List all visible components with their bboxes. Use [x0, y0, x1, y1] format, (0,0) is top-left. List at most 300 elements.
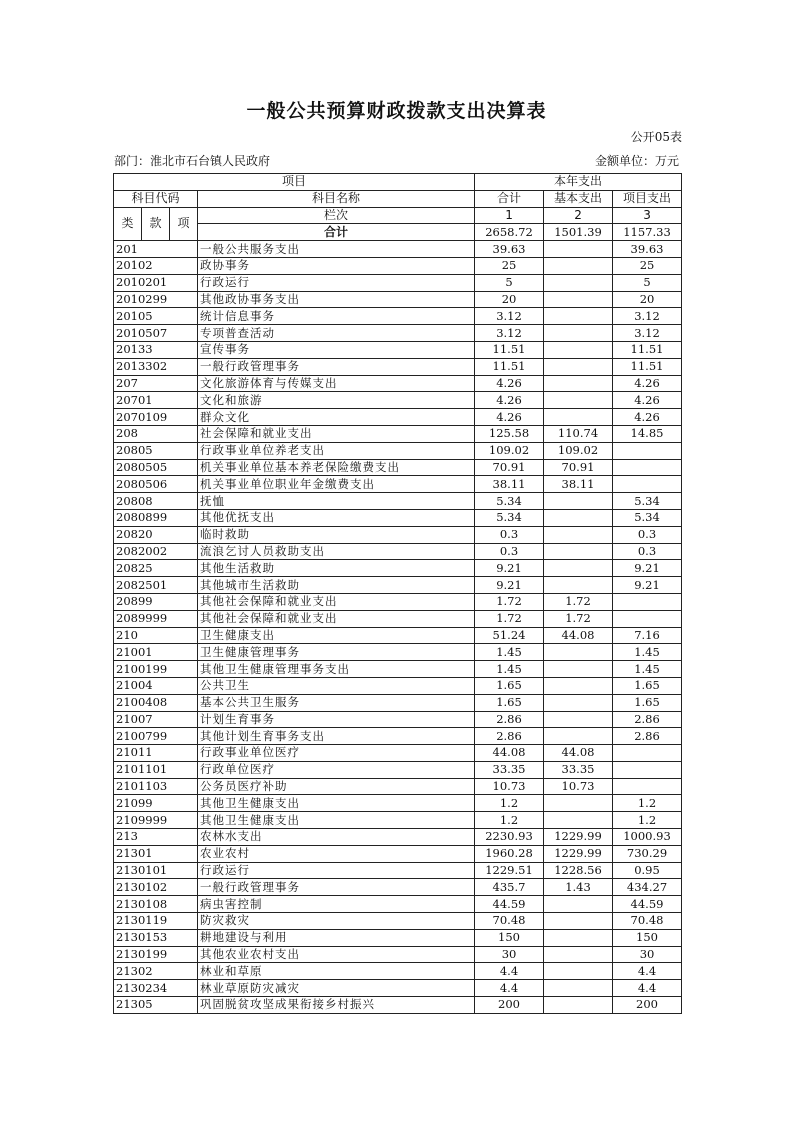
table-row — [114, 543, 682, 560]
project-cell — [613, 778, 682, 795]
total-cell: 9.21 — [475, 577, 544, 594]
total-cell: 5.34 — [475, 509, 544, 526]
project-cell: 200 — [613, 997, 682, 1014]
subject-name-cell: 林业草原防灾减灾 — [198, 980, 475, 997]
total-cell: 11.51 — [475, 341, 544, 358]
total-header: 合计 — [475, 190, 544, 207]
basic-cell — [544, 728, 613, 745]
basic-cell — [544, 694, 613, 711]
total-cell: 10.73 — [475, 778, 544, 795]
header-row-3 — [114, 207, 682, 224]
project-cell: 9.21 — [613, 577, 682, 594]
project-cell — [613, 593, 682, 610]
subject-code-cell: 21001 — [114, 644, 198, 661]
project-cell — [613, 761, 682, 778]
table-row — [114, 812, 682, 829]
table-row — [114, 845, 682, 862]
subject-name-cell: 计划生育事务 — [198, 711, 475, 728]
project-cell: 1.45 — [613, 644, 682, 661]
total-cell: 4.26 — [475, 392, 544, 409]
table-row — [114, 358, 682, 375]
sum-label: 合计 — [198, 224, 475, 241]
project-cell: 11.51 — [613, 358, 682, 375]
project-cell: 1.65 — [613, 694, 682, 711]
project-cell — [613, 745, 682, 762]
basic-cell — [544, 661, 613, 678]
basic-cell — [544, 997, 613, 1014]
table-row — [114, 341, 682, 358]
table-row — [114, 862, 682, 879]
total-cell: 4.4 — [475, 963, 544, 980]
subject-name-cell: 文化和旅游 — [198, 392, 475, 409]
basic-cell — [544, 257, 613, 274]
project-cell: 1.65 — [613, 677, 682, 694]
table-row — [114, 425, 682, 442]
total-cell: 5.34 — [475, 493, 544, 510]
subject-name-cell: 机关事业单位职业年金缴费支出 — [198, 476, 475, 493]
total-cell: 33.35 — [475, 761, 544, 778]
subject-name-cell: 临时救助 — [198, 526, 475, 543]
basic-cell — [544, 812, 613, 829]
total-cell: 109.02 — [475, 442, 544, 459]
total-cell: 25 — [475, 257, 544, 274]
basic-cell: 1.72 — [544, 610, 613, 627]
project-cell: 20 — [613, 291, 682, 308]
project-cell: 3.12 — [613, 325, 682, 342]
subject-name-cell: 宣传事务 — [198, 341, 475, 358]
project-cell: 1000.93 — [613, 829, 682, 846]
subject-name-cell: 政协事务 — [198, 257, 475, 274]
project-cell: 25 — [613, 257, 682, 274]
table-row — [114, 745, 682, 762]
subject-code-cell: 213 — [114, 829, 198, 846]
col3-number: 3 — [613, 207, 682, 224]
subject-name-cell: 文化旅游体育与传媒支出 — [198, 375, 475, 392]
project-exp-header: 项目支出 — [613, 190, 682, 207]
total-cell: 38.11 — [475, 476, 544, 493]
table-row — [114, 997, 682, 1014]
subject-name-cell: 耕地建设与利用 — [198, 929, 475, 946]
subject-name-cell: 卫生健康支出 — [198, 627, 475, 644]
total-cell: 3.12 — [475, 325, 544, 342]
subject-name-cell: 一般行政管理事务 — [198, 879, 475, 896]
basic-cell — [544, 341, 613, 358]
project-cell: 14.85 — [613, 425, 682, 442]
subject-code-cell: 21301 — [114, 845, 198, 862]
subject-code-cell: 20820 — [114, 526, 198, 543]
total-cell: 1.65 — [475, 694, 544, 711]
project-cell: 30 — [613, 946, 682, 963]
project-cell: 0.3 — [613, 543, 682, 560]
basic-cell: 33.35 — [544, 761, 613, 778]
total-cell: 1.2 — [475, 795, 544, 812]
total-cell: 2.86 — [475, 711, 544, 728]
project-cell: 730.29 — [613, 845, 682, 862]
basic-cell — [544, 325, 613, 342]
project-cell: 4.26 — [613, 375, 682, 392]
subject-code-cell: 2082501 — [114, 577, 198, 594]
total-cell: 435.7 — [475, 879, 544, 896]
subject-code-cell: 210 — [114, 627, 198, 644]
col1-number: 1 — [475, 207, 544, 224]
total-cell: 4.26 — [475, 375, 544, 392]
subject-code-cell: 2010507 — [114, 325, 198, 342]
subject-code-cell: 2130153 — [114, 929, 198, 946]
total-cell: 0.3 — [475, 543, 544, 560]
subject-name-cell: 其他卫生健康管理事务支出 — [198, 661, 475, 678]
table-row — [114, 375, 682, 392]
project-cell — [613, 476, 682, 493]
subject-name-cell: 防灾救灾 — [198, 913, 475, 930]
basic-cell — [544, 980, 613, 997]
subject-name-cell: 其他城市生活救助 — [198, 577, 475, 594]
total-cell: 150 — [475, 929, 544, 946]
basic-cell: 44.08 — [544, 745, 613, 762]
subject-name-cell: 其他优抚支出 — [198, 509, 475, 526]
basic-cell — [544, 963, 613, 980]
table-row — [114, 577, 682, 594]
subject-code-cell: 2010201 — [114, 274, 198, 291]
basic-cell — [544, 896, 613, 913]
amount-unit-label: 金额单位：万元 — [594, 154, 679, 168]
total-cell: 70.48 — [475, 913, 544, 930]
total-cell: 200 — [475, 997, 544, 1014]
basic-cell — [544, 375, 613, 392]
project-cell: 0.3 — [613, 526, 682, 543]
table-row — [114, 509, 682, 526]
project-cell: 9.21 — [613, 560, 682, 577]
subject-code-cell: 2080506 — [114, 476, 198, 493]
subject-code-cell: 21004 — [114, 677, 198, 694]
subject-name-cell: 流浪乞讨人员救助支出 — [198, 543, 475, 560]
table-row — [114, 711, 682, 728]
project-cell: 1.45 — [613, 661, 682, 678]
basic-cell — [544, 308, 613, 325]
basic-cell — [544, 291, 613, 308]
subject-code-cell: 2080505 — [114, 459, 198, 476]
subject-code-cell: 2130199 — [114, 946, 198, 963]
table-row — [114, 644, 682, 661]
sum-total: 2658.72 — [475, 224, 544, 241]
subject-code-cell: 21305 — [114, 997, 198, 1014]
subject-name-cell: 公共卫生 — [198, 677, 475, 694]
subject-name-cell: 卫生健康管理事务 — [198, 644, 475, 661]
project-cell: 7.16 — [613, 627, 682, 644]
total-cell: 4.26 — [475, 409, 544, 426]
subject-code-cell: 208 — [114, 425, 198, 442]
project-cell: 0.95 — [613, 862, 682, 879]
project-cell: 2.86 — [613, 711, 682, 728]
total-cell: 11.51 — [475, 358, 544, 375]
subject-code-cell: 2010299 — [114, 291, 198, 308]
table-row — [114, 946, 682, 963]
basic-cell: 1.72 — [544, 593, 613, 610]
subject-name-cell: 其他政协事务支出 — [198, 291, 475, 308]
basic-cell — [544, 929, 613, 946]
subject-name-cell: 公务员医疗补助 — [198, 778, 475, 795]
subject-name-cell: 行政运行 — [198, 862, 475, 879]
basic-cell — [544, 274, 613, 291]
basic-cell — [544, 946, 613, 963]
header-row-1 — [114, 174, 682, 191]
basic-cell: 38.11 — [544, 476, 613, 493]
table-row — [114, 661, 682, 678]
total-cell: 2230.93 — [475, 829, 544, 846]
subject-code-cell: 2130101 — [114, 862, 198, 879]
subject-name-cell: 农业农村 — [198, 845, 475, 862]
table-row — [114, 627, 682, 644]
table-row — [114, 677, 682, 694]
subject-name-cell: 机关事业单位基本养老保险缴费支出 — [198, 459, 475, 476]
table-row — [114, 913, 682, 930]
subject-name-cell: 其他农业农村支出 — [198, 946, 475, 963]
total-cell: 1229.51 — [475, 862, 544, 879]
total-cell: 1.72 — [475, 593, 544, 610]
total-cell: 44.59 — [475, 896, 544, 913]
basic-cell — [544, 795, 613, 812]
table-row — [114, 325, 682, 342]
subject-code-cell: 20102 — [114, 257, 198, 274]
total-cell: 1960.28 — [475, 845, 544, 862]
subject-name-cell: 病虫害控制 — [198, 896, 475, 913]
subject-code-cell: 2100199 — [114, 661, 198, 678]
project-cell: 4.26 — [613, 409, 682, 426]
table-row — [114, 476, 682, 493]
total-cell: 1.45 — [475, 661, 544, 678]
basic-cell — [544, 644, 613, 661]
table-row — [114, 308, 682, 325]
subject-code-cell: 2130102 — [114, 879, 198, 896]
subject-name-cell: 抚恤 — [198, 493, 475, 510]
basic-cell: 1229.99 — [544, 829, 613, 846]
subject-name-cell: 行政事业单位医疗 — [198, 745, 475, 762]
total-cell: 20 — [475, 291, 544, 308]
basic-cell — [544, 392, 613, 409]
project-cell — [613, 442, 682, 459]
department-label: 部门：淮北市石台镇人民政府 — [114, 154, 271, 168]
subject-code-cell: 2130108 — [114, 896, 198, 913]
table-row — [114, 896, 682, 913]
header-row-2 — [114, 190, 682, 207]
basic-cell — [544, 526, 613, 543]
subject-code-cell: 2130119 — [114, 913, 198, 930]
total-cell: 0.3 — [475, 526, 544, 543]
current-year-header: 本年支出 — [475, 174, 682, 191]
subject-code-cell: 21007 — [114, 711, 198, 728]
subject-code-cell: 2070109 — [114, 409, 198, 426]
basic-cell: 44.08 — [544, 627, 613, 644]
basic-cell — [544, 677, 613, 694]
col2-number: 2 — [544, 207, 613, 224]
project-cell: 150 — [613, 929, 682, 946]
sum-project: 1157.33 — [613, 224, 682, 241]
subject-name-cell: 林业和草原 — [198, 963, 475, 980]
project-cell: 1.2 — [613, 795, 682, 812]
subject-name-cell: 其他卫生健康支出 — [198, 812, 475, 829]
total-cell: 5 — [475, 274, 544, 291]
subject-code-cell: 20825 — [114, 560, 198, 577]
basic-header: 基本支出 — [544, 190, 613, 207]
subject-code-cell: 2013302 — [114, 358, 198, 375]
basic-cell — [544, 241, 613, 258]
form-number: 公开05表 — [630, 130, 682, 144]
table-row — [114, 795, 682, 812]
subject-code-cell: 20701 — [114, 392, 198, 409]
total-cell: 1.2 — [475, 812, 544, 829]
total-cell: 2.86 — [475, 728, 544, 745]
subject-code-cell: 207 — [114, 375, 198, 392]
basic-cell: 1.43 — [544, 879, 613, 896]
subject-code-cell: 2082002 — [114, 543, 198, 560]
basic-cell: 70.91 — [544, 459, 613, 476]
kuan-header: 款 — [142, 207, 170, 241]
table-row — [114, 879, 682, 896]
project-cell: 5 — [613, 274, 682, 291]
total-cell: 39.63 — [475, 241, 544, 258]
subject-code-cell: 20808 — [114, 493, 198, 510]
subject-name-cell: 其他生活救助 — [198, 560, 475, 577]
project-cell: 5.34 — [613, 509, 682, 526]
subject-name-cell: 行政事业单位养老支出 — [198, 442, 475, 459]
basic-cell — [544, 493, 613, 510]
table-row — [114, 409, 682, 426]
basic-cell: 1228.56 — [544, 862, 613, 879]
table-row — [114, 291, 682, 308]
subject-name-cell: 巩固脱贫攻坚成果衔接乡村振兴 — [198, 997, 475, 1014]
project-cell: 4.26 — [613, 392, 682, 409]
subject-code-cell: 21302 — [114, 963, 198, 980]
total-cell: 44.08 — [475, 745, 544, 762]
subject-code-cell: 2089999 — [114, 610, 198, 627]
subject-name-cell: 其他社会保障和就业支出 — [198, 610, 475, 627]
total-cell: 1.45 — [475, 644, 544, 661]
total-cell: 70.91 — [475, 459, 544, 476]
project-cell: 4.4 — [613, 963, 682, 980]
total-cell: 125.58 — [475, 425, 544, 442]
subject-code-cell: 21099 — [114, 795, 198, 812]
project-cell: 5.34 — [613, 493, 682, 510]
project-cell: 3.12 — [613, 308, 682, 325]
basic-cell — [544, 409, 613, 426]
subject-code-cell: 21011 — [114, 745, 198, 762]
table-row — [114, 761, 682, 778]
sum-row — [114, 224, 682, 241]
table-row — [114, 829, 682, 846]
total-cell: 9.21 — [475, 560, 544, 577]
table-row — [114, 560, 682, 577]
subject-code-cell: 2109999 — [114, 812, 198, 829]
basic-cell — [544, 577, 613, 594]
table-row — [114, 963, 682, 980]
table-row — [114, 274, 682, 291]
basic-cell — [544, 509, 613, 526]
subject-name-cell: 其他社会保障和就业支出 — [198, 593, 475, 610]
basic-cell — [544, 913, 613, 930]
project-cell: 39.63 — [613, 241, 682, 258]
project-cell: 2.86 — [613, 728, 682, 745]
subject-code-cell: 2100408 — [114, 694, 198, 711]
table-row — [114, 442, 682, 459]
subject-name-cell: 行政单位医疗 — [198, 761, 475, 778]
total-cell: 30 — [475, 946, 544, 963]
project-cell: 11.51 — [613, 341, 682, 358]
sum-basic: 1501.39 — [544, 224, 613, 241]
basic-cell: 110.74 — [544, 425, 613, 442]
basic-cell — [544, 543, 613, 560]
table-row — [114, 980, 682, 997]
table-row — [114, 493, 682, 510]
total-cell: 1.72 — [475, 610, 544, 627]
subject-code-cell: 2080899 — [114, 509, 198, 526]
lanci-label: 栏次 — [198, 207, 475, 224]
subject-code-cell: 20899 — [114, 593, 198, 610]
project-cell — [613, 610, 682, 627]
subject-name-cell: 社会保障和就业支出 — [198, 425, 475, 442]
total-cell: 3.12 — [475, 308, 544, 325]
table-row — [114, 459, 682, 476]
subject-name-cell: 专项普查活动 — [198, 325, 475, 342]
table-row — [114, 929, 682, 946]
subject-name-cell: 基本公共卫生服务 — [198, 694, 475, 711]
subject-name-cell: 其他计划生育事务支出 — [198, 728, 475, 745]
table-row — [114, 728, 682, 745]
table-row — [114, 778, 682, 795]
project-cell: 44.59 — [613, 896, 682, 913]
total-cell: 1.65 — [475, 677, 544, 694]
project-cell: 70.48 — [613, 913, 682, 930]
subject-name-cell: 群众文化 — [198, 409, 475, 426]
lei-header: 类 — [114, 207, 142, 241]
table-row — [114, 392, 682, 409]
page-title: 一般公共预算财政拨款支出决算表 — [246, 100, 547, 122]
subject-name-cell: 一般行政管理事务 — [198, 358, 475, 375]
table-row — [114, 593, 682, 610]
basic-cell: 109.02 — [544, 442, 613, 459]
basic-cell — [544, 358, 613, 375]
subject-name-cell: 行政运行 — [198, 274, 475, 291]
project-cell: 4.4 — [613, 980, 682, 997]
xiang-header: 项 — [170, 207, 198, 241]
table-row — [114, 610, 682, 627]
basic-cell: 1229.99 — [544, 845, 613, 862]
subject-code-header: 科目代码 — [114, 190, 198, 207]
table-row — [114, 694, 682, 711]
subject-name-header: 科目名称 — [198, 190, 475, 207]
basic-cell: 10.73 — [544, 778, 613, 795]
table-row — [114, 257, 682, 274]
expenditure-table — [113, 173, 682, 1014]
subject-code-cell: 2130234 — [114, 980, 198, 997]
project-cell: 1.2 — [613, 812, 682, 829]
table-row — [114, 241, 682, 258]
project-cell: 434.27 — [613, 879, 682, 896]
basic-cell — [544, 560, 613, 577]
subject-code-cell: 2101103 — [114, 778, 198, 795]
subject-name-cell: 其他卫生健康支出 — [198, 795, 475, 812]
subject-code-cell: 2100799 — [114, 728, 198, 745]
project-cell — [613, 459, 682, 476]
subject-code-cell: 20805 — [114, 442, 198, 459]
subject-code-cell: 20105 — [114, 308, 198, 325]
subject-code-cell: 2101101 — [114, 761, 198, 778]
subject-code-cell: 201 — [114, 241, 198, 258]
subject-name-cell: 统计信息事务 — [198, 308, 475, 325]
total-cell: 4.4 — [475, 980, 544, 997]
subject-name-cell: 农林水支出 — [198, 829, 475, 846]
basic-cell — [544, 711, 613, 728]
project-header: 项目 — [114, 174, 475, 191]
subject-name-cell: 一般公共服务支出 — [198, 241, 475, 258]
